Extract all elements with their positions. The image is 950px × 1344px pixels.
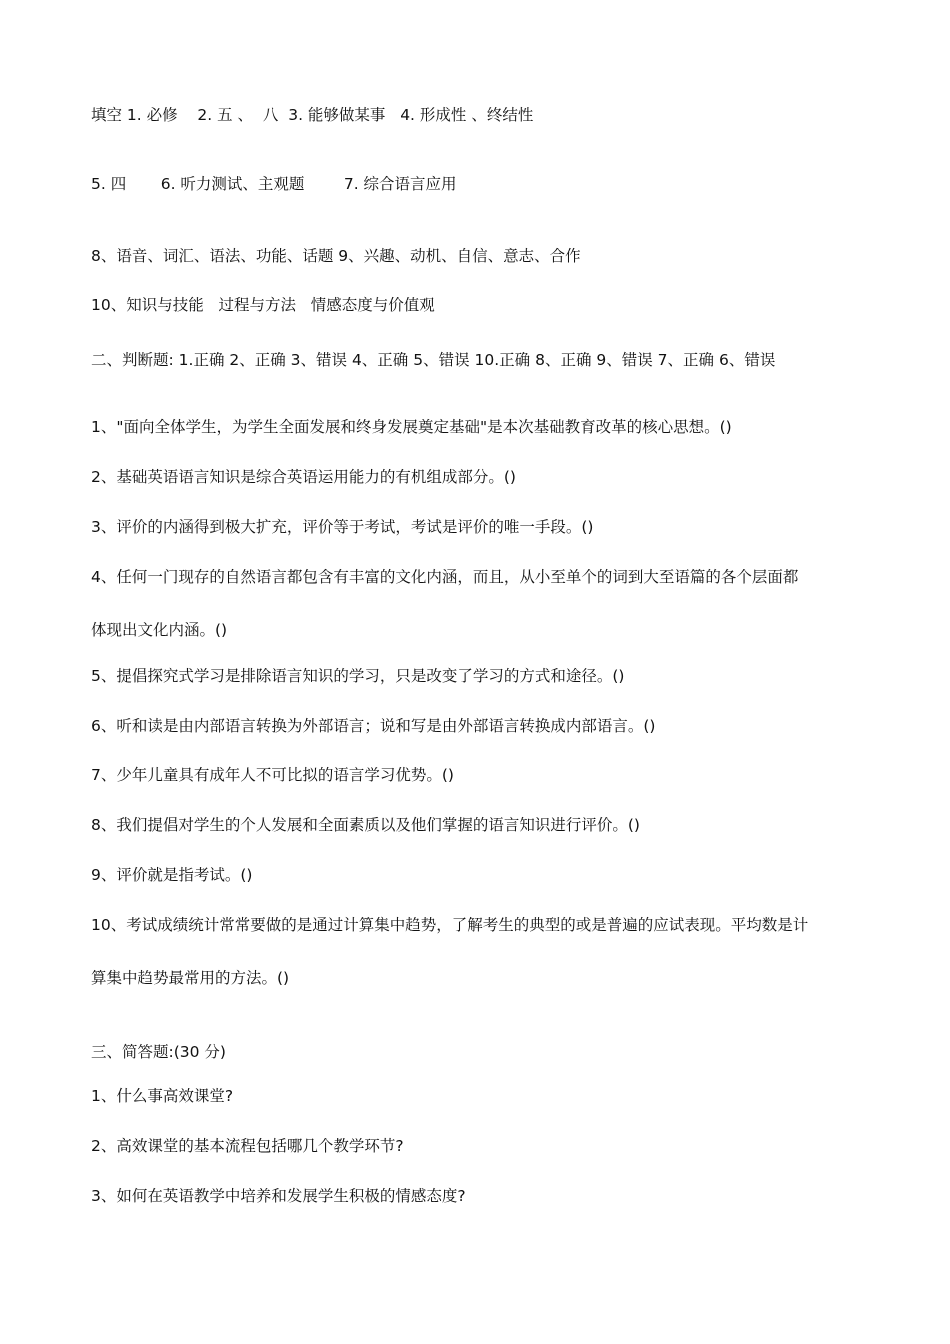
true-false-question-9: 9、评价就是指考试。() xyxy=(91,866,253,884)
short-answer-question-3: 3、如何在英语教学中培养和发展学生积极的情感态度? xyxy=(91,1187,466,1205)
true-false-question-10: 10、考试成绩统计常常要做的是通过计算集中趋势，了解考生的典型的或是普遍的应试表现。平均数是计 xyxy=(91,916,809,934)
fill-blank-answers-line-2: 5. 四 6. 听力测试、主观题 7. 综合语言应用 xyxy=(91,175,457,193)
true-false-question-10-continued: 算集中趋势最常用的方法。() xyxy=(91,969,290,987)
true-false-answers: 二、判断题: 1.正确 2、正确 3、错误 4、正确 5、错误 10.正确 8、正确 9、错误 7、正确 6、错误 xyxy=(91,351,776,369)
true-false-question-5: 5、提倡探究式学习是排除语言知识的学习，只是改变了学习的方式和途径。() xyxy=(91,667,625,685)
true-false-question-8: 8、我们提倡对学生的个人发展和全面素质以及他们掌握的语言知识进行评价。() xyxy=(91,816,640,834)
short-answer-question-2: 2、高效课堂的基本流程包括哪几个教学环节? xyxy=(91,1137,404,1155)
fill-blank-answers-line-3: 8、语音、词汇、语法、功能、话题 9、兴趣、动机、自信、意志、合作 xyxy=(91,247,581,265)
short-answer-heading: 三、简答题:(30 分) xyxy=(91,1043,226,1061)
true-false-question-3: 3、评价的内涵得到极大扩充，评价等于考试，考试是评价的唯一手段。() xyxy=(91,518,594,536)
fill-blank-answers-line-1: 填空 1. 必修 2. 五 、 八 3. 能够做某事 4. 形成性 、终结性 xyxy=(91,106,534,124)
fill-blank-answers-line-4: 10、知识与技能 过程与方法 情感态度与价值观 xyxy=(91,296,435,314)
true-false-question-4: 4、任何一门现存的自然语言都包含有丰富的文化内涵，而且，从小至单个的词到大至语篇的各个层面都 xyxy=(91,568,799,586)
true-false-question-1: 1、"面向全体学生，为学生全面发展和终身发展奠定基础"是本次基础教育改革的核心思想。() xyxy=(91,418,732,436)
true-false-question-2: 2、基础英语语言知识是综合英语运用能力的有机组成部分。() xyxy=(91,468,516,486)
true-false-question-4-continued: 体现出文化内涵。() xyxy=(91,621,228,639)
true-false-question-6: 6、听和读是由内部语言转换为外部语言；说和写是由外部语言转换成内部语言。() xyxy=(91,717,656,735)
short-answer-question-1: 1、什么事高效课堂? xyxy=(91,1087,234,1105)
true-false-question-7: 7、少年儿童具有成年人不可比拟的语言学习优势。() xyxy=(91,766,454,784)
